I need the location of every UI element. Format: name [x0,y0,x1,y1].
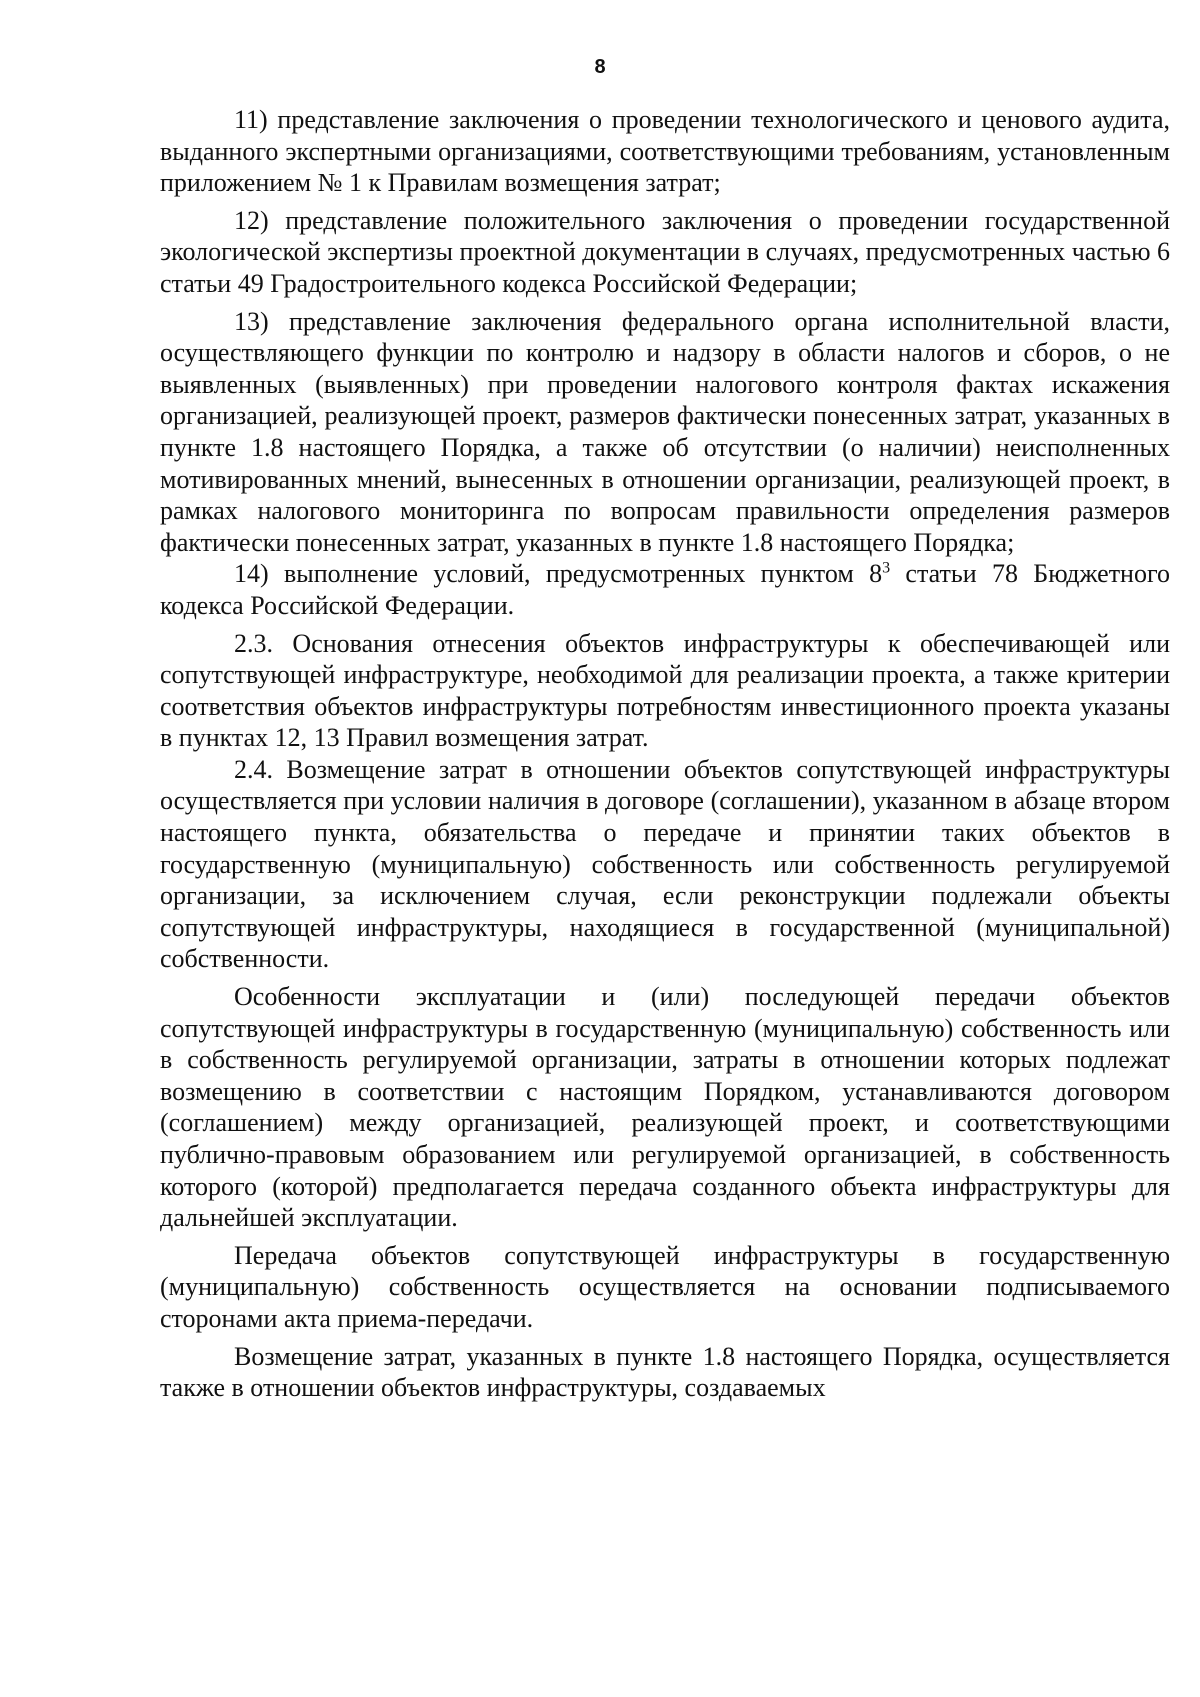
paragraph-item-12: 12) представление положительного заключения о проведении государственной экологической экспертизы проектной документации в случаях, предусмотренных частью 6 статьи 49 Градостроительного кодекса Российской Федерации; [160,205,1170,298]
paragraph-reimbursement: Возмещение затрат, указанных в пункте 1.8 настоящего Порядка, осуществляется также в отношении объектов инфраструктуры, создаваемых [160,1341,1170,1403]
page-number: 8 [594,56,606,78]
paragraph-transfer: Передача объектов сопутствующей инфраструктуры в государственную (муниципальную) собственность осуществляется на основании подписываемого сторонами акта приема-передачи. [160,1240,1170,1333]
paragraph-item-2-3: 2.3. Основания отнесения объектов инфраструктуры к обеспечивающей или сопутствующей инфраструктуре, необходимой для реализации проекта, а также критерии соответствия объектов инфраструктуры потребностям инвестиционного проекта указаны в пунктах 12, 13 Правил возмещения затрат. [160,628,1170,753]
paragraph-item-13: 13) представление заключения федерального органа исполнительной власти, осуществляющего функции по контролю и надзору в области налогов и сборов, о не выявленных (выявленных) при проведении налогового контроля фактах искажения организацией, реализующей проект, размеров фактически понесенных затрат, указанных в пункте 1.8 настоящего Порядка, а также об отсутствии (о наличии) неисполненных мотивированных мнений, вынесенных в отношении организации, реализующей проект, в рамках налогового мониторинга по вопросам правильности определения размеров фактически понесенных затрат, указанных в пункте 1.8 настоящего Порядка; [160,306,1170,557]
paragraph-item-14 [160,558,1170,621]
paragraph-item-14-text-after: статьи 78 Бюджетного кодекса Российской Федерации. [160,559,1170,620]
paragraph-item-11: 11) представление заключения о проведении технологического и ценового аудита, выданного экспертными организациями, соответствующими требованиям, установленным приложением № 1 к Правилам возмещения затрат; [160,105,1170,198]
paragraph-item-2-4: 2.4. Возмещение затрат в отношении объектов сопутствующей инфраструктуры осуществляется при условии наличия в договоре (соглашении), указанном в абзаце втором настоящего пункта, обязательства о передаче и принятии таких объектов в государственную (муниципальную) собственность или собственность регулируемой организации, за исключением случая, если реконструкции подлежали объекты сопутствующей инфраструктуры, находящиеся в государственной (муниципальной) собственности. [160,754,1170,974]
document-body [160,104,1170,1404]
paragraph-item-14-superscript: 3 [882,559,891,577]
paragraph-item-14-text-before: 14) выполнение условий, предусмотренных пунктом 8 [234,559,883,589]
paragraph-features: Особенности эксплуатации и (или) последующей передачи объектов сопутствующей инфраструктуры в государственную (муниципальную) собственность или в собственность регулируемой организации, затраты в отношении которых подлежат возмещению в соответствии с настоящим Порядком, устанавливаются договором (соглашением) между организацией, реализующей проект, и соответствующими публично-правовым образованием или регулируемой организацией, в собственность которого (которой) предполагается передача созданного объекта инфраструктуры для дальнейшей эксплуатации. [160,982,1170,1233]
